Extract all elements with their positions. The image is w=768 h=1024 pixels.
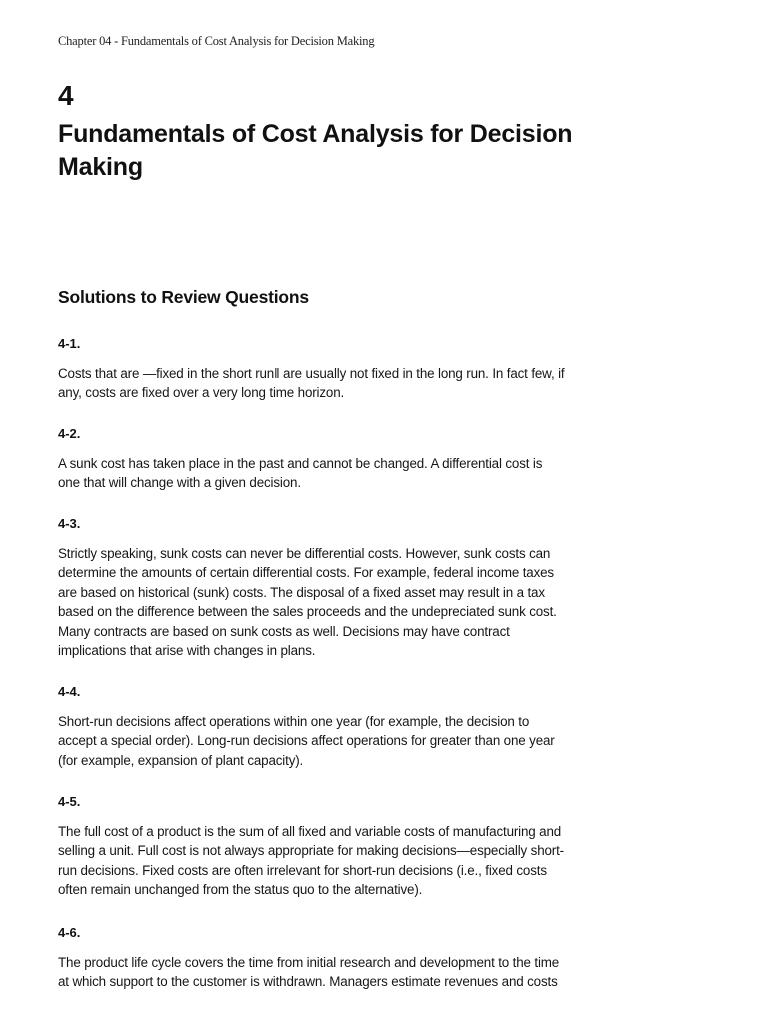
answer-block (58, 925, 708, 992)
answer-line: one that will change with a given decision. (58, 475, 301, 491)
answer-line: any, costs are fixed over a very long time horizon. (58, 385, 345, 401)
answer-text (58, 822, 708, 900)
answer-text (58, 364, 708, 403)
answer-line: Costs that are —fixed in the short run‖ are usually not fixed in the long run. In fact few, if (58, 366, 565, 381)
chapter-title-line: Fundamentals of Cost Analysis for Decision (58, 120, 573, 148)
answer-line: (for example, expansion of plant capacity). (58, 752, 304, 768)
answer-block (58, 426, 708, 493)
answer-text (58, 712, 708, 770)
answer-block (58, 336, 708, 403)
section-heading: Solutions to Review Questions (58, 287, 309, 307)
answer-block (58, 684, 708, 770)
answer-label: 4-2. (58, 426, 81, 441)
answer-line: often remain unchanged from the status quo to the alternative). (58, 882, 423, 898)
answer-line: determine the amounts of certain differential costs. For example, federal income taxes (58, 565, 554, 581)
answer-line: Many contracts are based on sunk costs as well. Decisions may have contract (58, 623, 510, 639)
answer-line: The full cost of a product is the sum of all fixed and variable costs of manufacturing and (58, 824, 562, 839)
chapter-title-line: Making (58, 153, 143, 181)
answer-text (58, 544, 708, 660)
answer-block (58, 794, 708, 900)
answer-line: at which support to the customer is withdrawn. Managers estimate revenues and costs (58, 974, 558, 990)
answer-block (58, 516, 708, 660)
answer-line: The product life cycle covers the time from initial research and development to the time (58, 955, 560, 970)
chapter-number: 4 (58, 80, 74, 111)
answer-text (58, 953, 708, 992)
answer-label: 4-6. (58, 925, 81, 940)
running-header: Chapter 04 - Fundamentals of Cost Analysis for Decision Making (58, 34, 375, 48)
chapter-title (58, 118, 708, 184)
answer-label: 4-5. (58, 794, 81, 809)
answer-line: Short-run decisions affect operations within one year (for example, the decision to (58, 714, 530, 729)
answer-label: 4-4. (58, 684, 81, 699)
answer-label: 4-3. (58, 516, 81, 531)
answer-label: 4-1. (58, 336, 81, 351)
answer-line: implications that arise with changes in plans. (58, 643, 316, 659)
answer-line: are based on historical (sunk) costs. The disposal of a fixed asset may result in a tax (58, 584, 545, 600)
answer-line: A sunk cost has taken place in the past and cannot be changed. A differential cost is (58, 456, 543, 471)
answer-line: selling a unit. Full cost is not always appropriate for making decisions—especially short- (58, 843, 564, 859)
answer-line: based on the difference between the sales proceeds and the undepreciated sunk cost. (58, 604, 557, 620)
answer-line: run decisions. Fixed costs are often irrelevant for short-run decisions (i.e., fixed costs (58, 862, 547, 878)
answer-text (58, 454, 708, 493)
answer-line: accept a special order). Long-run decisions affect operations for greater than one year (58, 733, 555, 749)
answer-line: Strictly speaking, sunk costs can never be differential costs. However, sunk costs can (58, 546, 551, 561)
